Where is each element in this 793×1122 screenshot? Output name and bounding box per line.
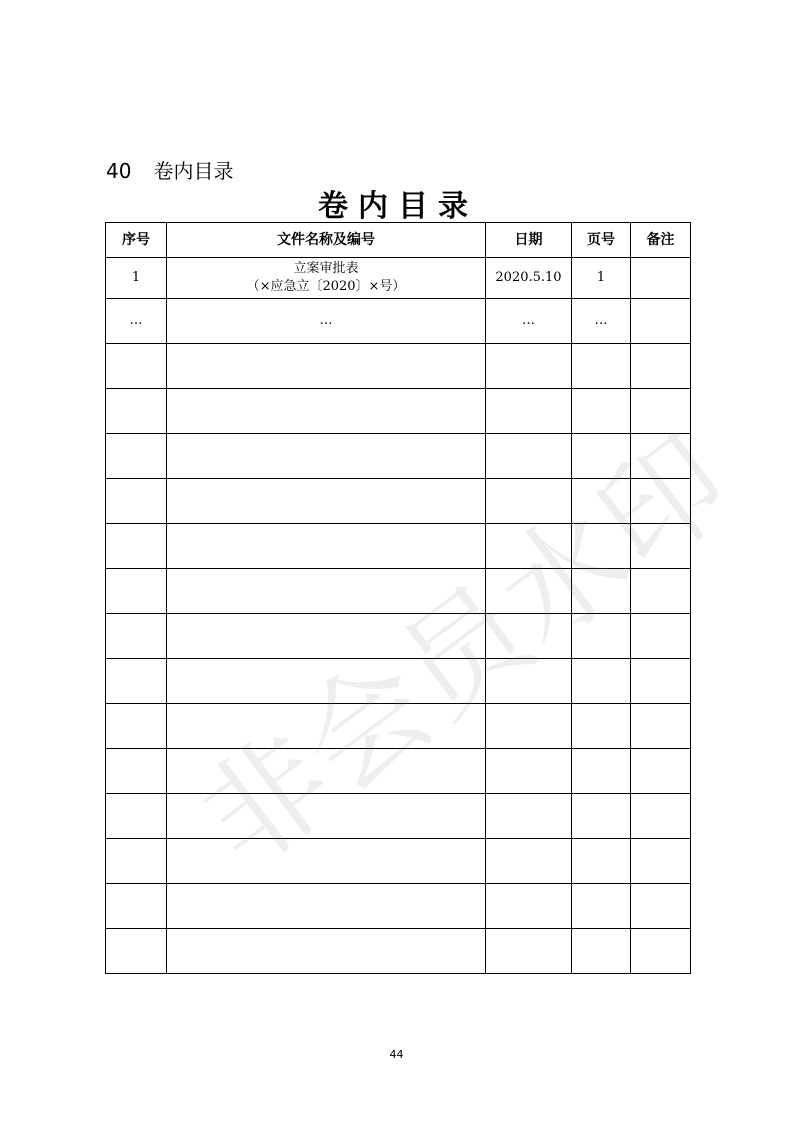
- cell-file-name: …: [167, 299, 486, 344]
- cell-date: 2020.5.10: [486, 258, 572, 299]
- cell-note: [631, 839, 691, 884]
- cell-seq: [106, 479, 167, 524]
- cell-date: [486, 659, 572, 704]
- cell-note: [631, 929, 691, 974]
- cell-note: [631, 569, 691, 614]
- header-date: 日期: [486, 223, 572, 258]
- cell-seq: [106, 704, 167, 749]
- table-row: [106, 344, 691, 389]
- cell-seq: 1: [106, 258, 167, 299]
- cell-seq: [106, 389, 167, 434]
- cell-note: [631, 884, 691, 929]
- cell-note: [631, 749, 691, 794]
- cell-page: [572, 389, 631, 434]
- header-note: 备注: [631, 223, 691, 258]
- file-number-line: （×应急立〔2020〕×号）: [246, 279, 406, 294]
- cell-seq: [106, 749, 167, 794]
- table-row: [106, 884, 691, 929]
- cell-seq: [106, 524, 167, 569]
- cell-file-name: [167, 524, 486, 569]
- cell-date: [486, 749, 572, 794]
- cell-seq: [106, 794, 167, 839]
- cell-file-name: [167, 569, 486, 614]
- cell-file-name: [167, 434, 486, 479]
- table-row: [106, 794, 691, 839]
- header-seq: 序号: [106, 223, 167, 258]
- cell-file-name: [167, 839, 486, 884]
- cell-date: [486, 794, 572, 839]
- cell-seq: …: [106, 299, 167, 344]
- cell-note: [631, 794, 691, 839]
- cell-file-name: [167, 479, 486, 524]
- cell-file-name: [167, 344, 486, 389]
- cell-seq: [106, 659, 167, 704]
- cell-page: [572, 749, 631, 794]
- cell-page: [572, 929, 631, 974]
- document-title: 卷内目录: [318, 189, 478, 224]
- cell-page: [572, 344, 631, 389]
- table-row: [106, 659, 691, 704]
- page-number: 44: [389, 1048, 404, 1061]
- cell-page: [572, 659, 631, 704]
- cell-file-name: [167, 884, 486, 929]
- cell-seq: [106, 344, 167, 389]
- cell-date: [486, 389, 572, 434]
- cell-page: [572, 614, 631, 659]
- cell-file-name: [167, 749, 486, 794]
- cell-seq: [106, 614, 167, 659]
- cell-date: [486, 929, 572, 974]
- cell-note: [631, 659, 691, 704]
- cell-date: [486, 839, 572, 884]
- section-heading: [106, 158, 233, 184]
- watermark: 非会员水印: [176, 407, 757, 895]
- cell-note: [631, 524, 691, 569]
- cell-page: [572, 434, 631, 479]
- cell-date: [486, 479, 572, 524]
- cell-seq: [106, 569, 167, 614]
- header-file-name: 文件名称及编号: [167, 223, 486, 258]
- cell-note: [631, 258, 691, 299]
- table-row: [106, 524, 691, 569]
- cell-file-name: [167, 794, 486, 839]
- cell-note: [631, 614, 691, 659]
- cell-page: [572, 704, 631, 749]
- header-row: [106, 223, 691, 258]
- table-row: [106, 389, 691, 434]
- cell-date: [486, 569, 572, 614]
- cell-page: 1: [572, 258, 631, 299]
- cell-page: [572, 794, 631, 839]
- section-title: 卷内目录: [153, 159, 234, 183]
- cell-date: [486, 884, 572, 929]
- cell-date: [486, 614, 572, 659]
- cell-page: [572, 884, 631, 929]
- file-name-line: 立案审批表: [293, 261, 359, 276]
- cell-file-name: [167, 258, 486, 299]
- cell-seq: [106, 884, 167, 929]
- cell-date: [486, 524, 572, 569]
- table-row: [106, 434, 691, 479]
- catalog-table: [105, 222, 691, 974]
- cell-page: [572, 524, 631, 569]
- cell-file-name: [167, 389, 486, 434]
- section-number: 40: [106, 159, 132, 183]
- cell-note: [631, 344, 691, 389]
- cell-date: …: [486, 299, 572, 344]
- cell-note: [631, 389, 691, 434]
- cell-note: [631, 704, 691, 749]
- table-row: [106, 704, 691, 749]
- cell-page: [572, 569, 631, 614]
- cell-file-name: [167, 704, 486, 749]
- cell-seq: [106, 839, 167, 884]
- table-row: [106, 929, 691, 974]
- cell-date: [486, 344, 572, 389]
- cell-date: [486, 704, 572, 749]
- table-row: [106, 839, 691, 884]
- table-row: [106, 749, 691, 794]
- table-row: [106, 479, 691, 524]
- cell-note: [631, 434, 691, 479]
- cell-page: …: [572, 299, 631, 344]
- cell-page: [572, 479, 631, 524]
- table-row: [106, 614, 691, 659]
- cell-page: [572, 839, 631, 884]
- table-row: [106, 299, 691, 344]
- cell-seq: [106, 929, 167, 974]
- cell-note: [631, 479, 691, 524]
- header-page: 页号: [572, 223, 631, 258]
- cell-file-name: [167, 614, 486, 659]
- cell-note: [631, 299, 691, 344]
- table-row: [106, 258, 691, 299]
- cell-seq: [106, 434, 167, 479]
- cell-file-name: [167, 659, 486, 704]
- table-row: [106, 569, 691, 614]
- cell-date: [486, 434, 572, 479]
- cell-file-name: [167, 929, 486, 974]
